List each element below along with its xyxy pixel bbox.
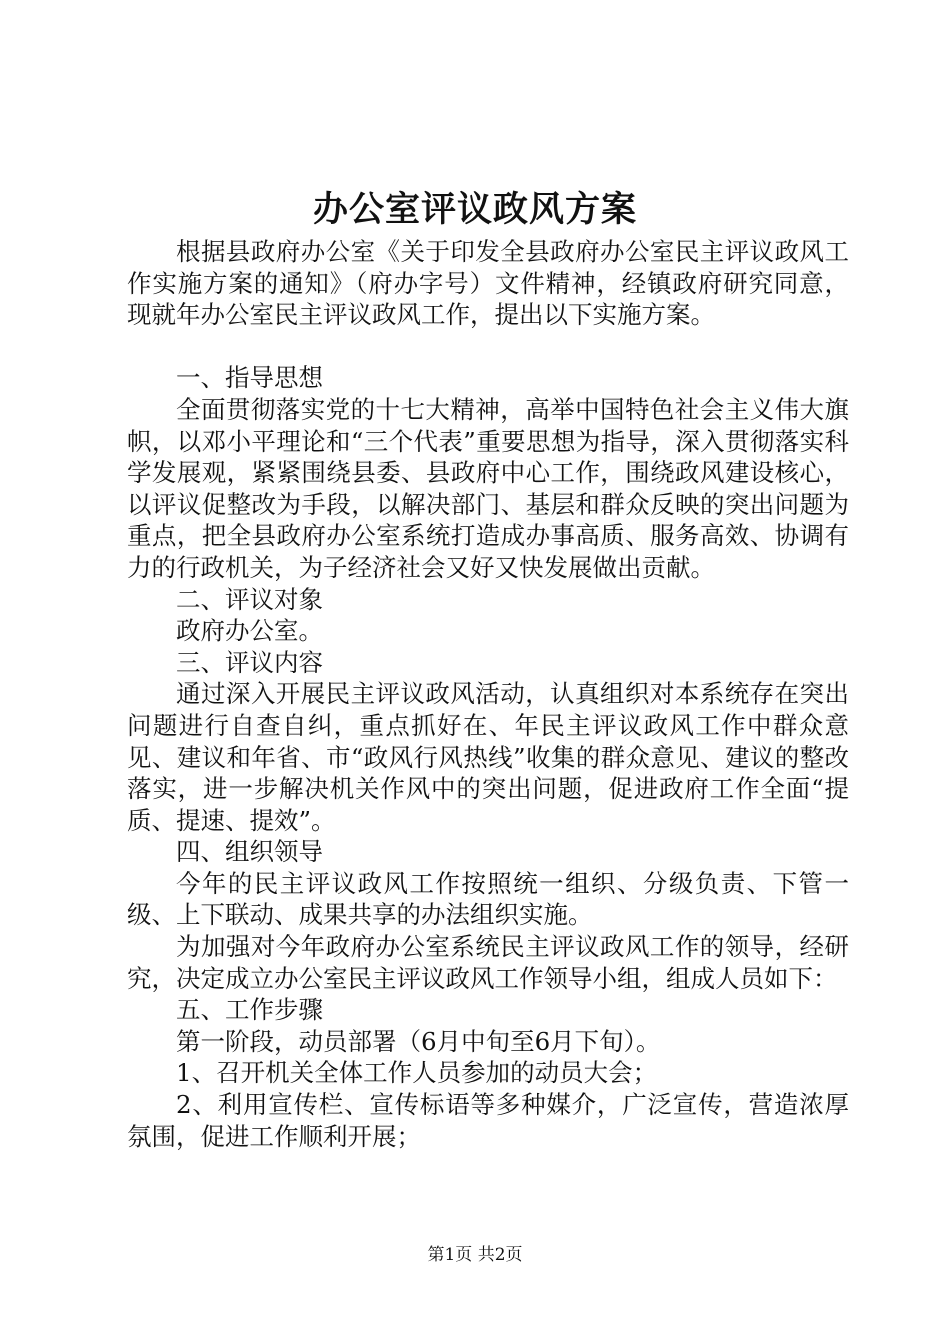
intro-paragraph: 根据县政府办公室《关于印发全县政府办公室民主评议政风工作实施方案的通知》（府办字号）文件精神，经镇政府研究同意，现就年办公室民主评议政风工作，提出以下实施方案。 bbox=[127, 237, 849, 330]
section-heading-evaluation-target: 二、评议对象 bbox=[176, 584, 323, 614]
work-step-item-1: 1、召开机关全体工作人员参加的动员大会； bbox=[176, 1058, 658, 1088]
section-heading-work-steps: 五、工作步骤 bbox=[176, 995, 323, 1025]
evaluation-content-paragraph: 通过深入开展民主评议政风活动，认真组织对本系统存在突出问题进行自查自纠，重点抓好在、年民主评议政风工作中群众意见、建议和年省、市“政风行风热线”收集的群众意见、建议的整改落实，进一步解决机关作风中的突出问题，促进政府工作全面“提质、提速、提效”。 bbox=[127, 679, 849, 835]
section-heading-evaluation-content: 三、评议内容 bbox=[176, 647, 323, 677]
section-heading-guiding-ideology: 一、指导思想 bbox=[176, 363, 323, 393]
work-step-item-2: 2、利用宣传栏、宣传标语等多种媒介，广泛宣传，营造浓厚氛围，促进工作顺利开展； bbox=[127, 1090, 849, 1151]
leadership-paragraph-2: 为加强对今年政府办公室系统民主评议政风工作的领导，经研究，决定成立办公室民主评议政风工作领导小组，组成人员如下： bbox=[127, 932, 849, 993]
document-title: 办公室评议政风方案 bbox=[312, 189, 637, 230]
document-body bbox=[127, 236, 849, 1152]
leadership-paragraph-1: 今年的民主评议政风工作按照统一组织、分级负责、下管一级、上下联动、成果共享的办法组织实施。 bbox=[127, 868, 849, 930]
blank-line bbox=[127, 331, 849, 363]
work-step-stage-one: 第一阶段，动员部署（6月中旬至6月下旬）。 bbox=[176, 1026, 661, 1056]
section-heading-leadership: 四、组织领导 bbox=[176, 837, 323, 867]
guiding-ideology-paragraph: 全面贯彻落实党的十七大精神，高举中国特色社会主义伟大旗帜，以邓小平理论和“三个代表”重要思想为指导，深入贯彻落实科学发展观，紧紧围绕县委、县政府中心工作，围绕政风建设核心，以评议促整改为手段，以解决部门、基层和群众反映的突出问题为重点，把全县政府办公室系统打造成办事高质、服务高效、协调有力的行政机关，为子经济社会又好又快发展做出贡献。 bbox=[127, 394, 849, 582]
evaluation-target-paragraph: 政府办公室。 bbox=[176, 616, 323, 646]
page-footer: 第1页 共2页 bbox=[427, 1245, 523, 1265]
